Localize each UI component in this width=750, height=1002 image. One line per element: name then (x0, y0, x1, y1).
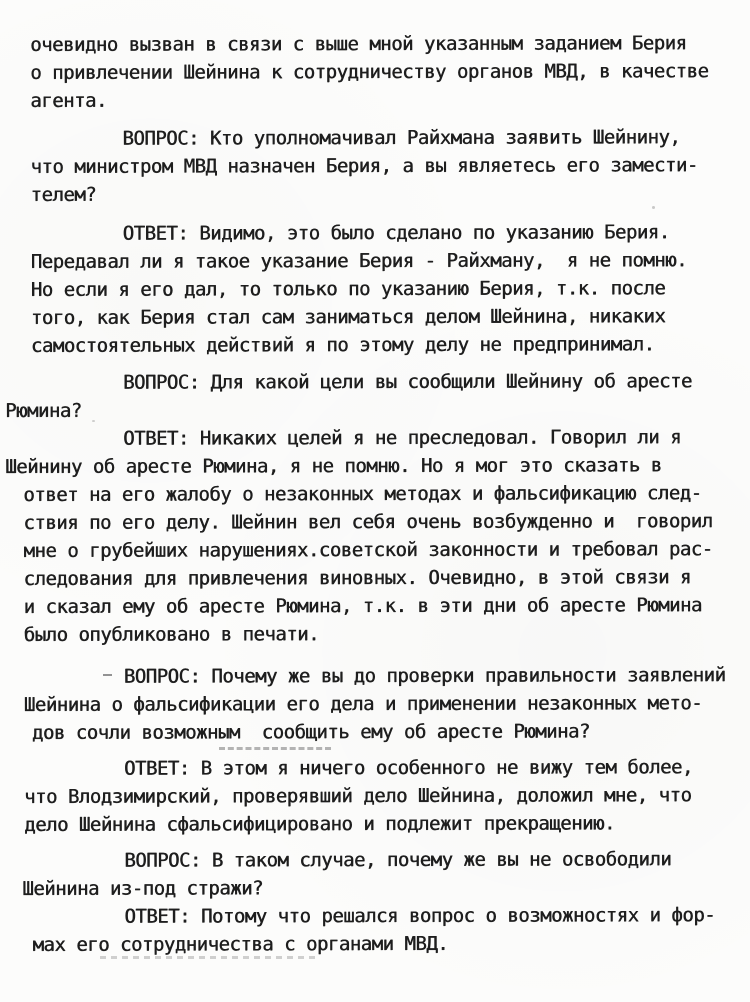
text-line: ОТВЕТ: Видимо, это было сделано по указанию Берия. (122, 221, 670, 245)
text-line: Передавал ли я такое указание Берия - Райхману, я не помню. (30, 249, 688, 273)
paragraph-question-3 (23, 661, 726, 747)
text-line: о привлечении Шейнина к сотрудничеству органов МВД, в качестве (30, 60, 709, 84)
text-line: ВОПРОС: Почему же вы до проверки правильности заявлений (123, 664, 726, 688)
paragraph-question-2 (5, 367, 723, 425)
text-line: было опубликовано в печати. (23, 623, 320, 646)
paragraph-answer-4 (32, 901, 724, 959)
text-line: ОТВЕТ: Потому что решался вопрос о возможностях и фор- (124, 904, 716, 928)
text-line: следования для привлечения виновных. Очевидно, в этой связи я (23, 566, 691, 590)
paragraph-answer-3 (24, 753, 724, 839)
paragraph-answer-1 (31, 218, 723, 360)
text-line: ВОПРОС: Кто уполномачивал Райхмана заявить Шейнину, (122, 126, 681, 150)
paragraph-continuation (30, 29, 722, 115)
paragraph-answer-2 (5, 423, 724, 649)
text-line: мне о грубейших нарушениях.советской законности и требовал рас- (23, 538, 713, 562)
text-line: Рюмина? (5, 399, 82, 422)
text-line: дов сочли возможным сообщить ему об аресте Рюмина? (31, 720, 590, 744)
paragraph-question-1 (30, 123, 722, 209)
text-line: что министром МВД назначен Берия, а вы являетесь его замести- (30, 154, 698, 178)
text-line: дело Шейнина сфальсифицировано и подлежит прекращению. (24, 812, 615, 836)
text-line: телем? (30, 183, 97, 206)
text-line: Но если я его дал, то только по указанию Берия, т.к. после (30, 277, 666, 301)
text-line: ВОПРОС: В таком случае, почему же вы не освободили (124, 848, 672, 872)
text-line: самостоятельных действий я по этому делу не предпринимал. (30, 333, 655, 357)
text-line: Шейнина о фальсификации его дела и применении незаконных мето- (23, 692, 703, 716)
text-line: Шейнину об аресте Рюмина, я не помню. Но я мог это сказать в (5, 454, 662, 478)
text-line: мах его сотрудничества с органами МВД. (32, 932, 449, 956)
text-line: ствия по его делу. Шейнин вел себя очень возбужденно и говорил (23, 510, 713, 534)
text-line: ВОПРОС: Для какой цели вы сообщили Шейнину об аресте (122, 370, 692, 394)
text-line: и сказал ему об аресте Рюмина, т.к. в эти дни об аресте Рюмина (23, 594, 702, 618)
text-line: ОТВЕТ: Никаких целей я не преследовал. Говорил ли я (123, 426, 682, 450)
text-line: ответ на его жалобу о незаконных методах и фальсификацию след- (23, 482, 702, 506)
paragraph-question-4 (22, 845, 724, 903)
text-line: агента. (30, 89, 107, 112)
text-line: ОТВЕТ: В этом я ничего особенного не вижу тем более, (123, 756, 693, 780)
text-line: что Влодзимирский, проверявший дело Шейнина, доложил мне, что (24, 784, 692, 808)
text-line: очевидно вызван в связи с выше мной указанным заданием Берия (30, 32, 687, 56)
text-line: того, как Берия стал сам заниматься делом Шейнина, никаких (30, 305, 666, 329)
text-line: Шейнина из-под стражи? (22, 877, 264, 900)
